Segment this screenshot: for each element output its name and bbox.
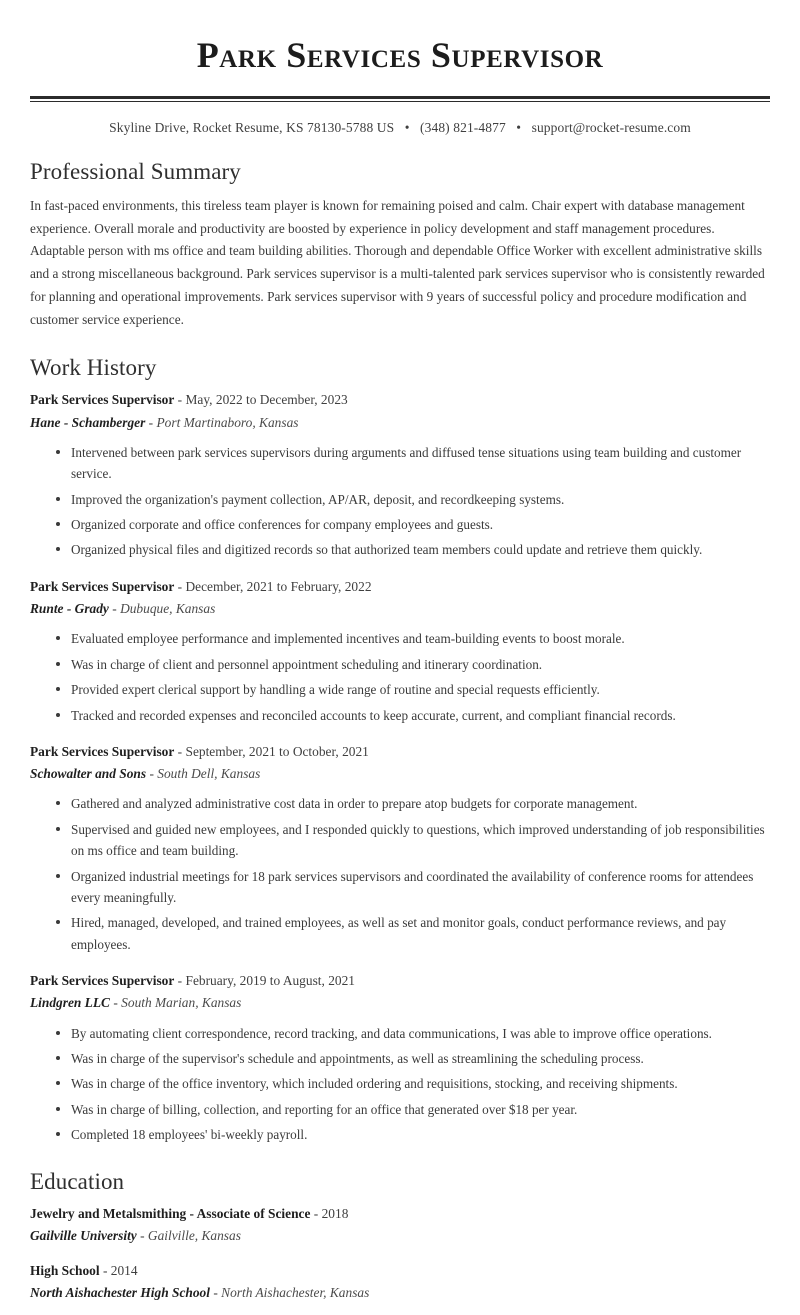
bullet-item: Organized physical files and digitized records so that authorized team members could update and retrieve them quickly. [56,539,770,560]
bullet-item: Was in charge of the supervisor's schedule and appointments, as well as streamlining the scheduling process. [56,1048,770,1069]
work-entry [30,577,770,726]
education-separator: - [140,1228,145,1244]
contact-line [30,120,770,136]
education-separator: - [313,1206,319,1222]
summary-paragraph: In fast-paced environments, this tireless team player is known for remaining poised and calm. Chair expert with database management experience. Overall morale and productivity are boosted by experience in policy development and staff management procedures. Adaptable person with ms office and team building abilities. Thorough and dependable Office Worker with excellent administrative skills and a strong miscellaneous background. Park services supervisor is a multi-talented park services supervisor who is consistently rewarded for planning and operational improvements. Park services supervisor with 9 years of successful policy and procedure modification and customer service experience. [30,197,765,327]
work-entry-company: Schowalter and Sons [30,766,147,782]
contact-email[interactable]: support@rocket-resume.com [531,120,691,136]
section-work-history [30,354,770,1146]
work-entry-location: Port Martinaboro, Kansas [156,414,299,430]
education-separator: - [102,1262,108,1278]
education-entry [30,1204,770,1247]
work-entry-bullets [30,1023,770,1146]
bullet-item: Hired, managed, developed, and trained employees, as well as set and monitor goals, conduct performance reviews, and pay employees. [56,912,770,955]
work-entry-title-line [30,742,770,762]
work-entry-dates: May, 2022 to December, 2023 [185,392,348,408]
work-entry-title-line [30,971,770,991]
work-entry-company: Hane - Schamberger [30,414,146,430]
bullet-item: Completed 18 employees' bi-weekly payroll. [56,1124,770,1145]
work-entry-separator: - [112,600,117,616]
bullet-item: Provided expert clerical support by handling a wide range of routine and special requests efficiently. [56,679,770,700]
education-separator: - [213,1284,218,1300]
work-entry-separator: - [177,743,183,759]
work-entry-separator: - [148,414,154,430]
education-school-line [30,1282,770,1303]
work-entry [30,742,770,955]
education-degree-line [30,1204,770,1224]
work-entry-location: South Marian, Kansas [121,995,242,1011]
education-year: 2014 [110,1262,138,1278]
education-degree: High School [30,1262,100,1278]
work-entry-company-line [30,992,770,1013]
education-degree: Jewelry and Metalsmithing - Associate of Science [30,1206,311,1222]
work-entry-role: Park Services Supervisor [30,743,175,759]
contact-phone[interactable]: (348) 821-4877 [420,120,506,136]
bullet-item: Was in charge of billing, collection, and reporting for an office that generated over $18 per year. [56,1099,770,1120]
work-entry-separator: - [113,995,118,1011]
bullet-item: Organized industrial meetings for 18 park services supervisors and coordinated the availability of conference rooms for attendees every meaningfully. [56,866,770,909]
bullet-item: Was in charge of the office inventory, which included ordering and requisitions, stocking, and receiving shipments. [56,1073,770,1094]
work-entry-separator: - [177,578,183,594]
work-entry-company: Lindgren LLC [30,995,110,1011]
work-entry-company-line [30,763,770,784]
work-entry-company-line [30,412,770,433]
bullet-item: Evaluated employee performance and implemented incentives and team-building events to boost morale. [56,628,770,649]
work-entry-location: Dubuque, Kansas [120,600,216,616]
work-entry-company: Runte - Grady [30,600,109,616]
divider-line-thin [30,101,770,103]
work-entry [30,971,770,1145]
section-heading-education: Education [30,1168,125,1194]
work-entry-location: South Dell, Kansas [157,766,261,782]
bullet-item: Organized corporate and office conferences for company employees and guests. [56,514,770,535]
education-school-line [30,1225,770,1246]
education-degree-line [30,1261,770,1281]
bullet-item: By automating client correspondence, record tracking, and data communications, I was able to improve office operations. [56,1023,770,1044]
education-school: North Aishachester High School [30,1284,210,1300]
education-school: Gailville University [30,1228,137,1244]
section-education [30,1168,770,1304]
work-entry-dates: December, 2021 to February, 2022 [185,578,372,594]
bullet-item: Intervened between park services supervisors during arguments and diffused tense situations using team building and customer service. [56,442,770,485]
section-heading-summary: Professional Summary [30,159,241,185]
education-entry [30,1261,770,1304]
work-entry-dates: September, 2021 to October, 2021 [185,743,369,759]
work-entry-separator: - [149,766,154,782]
education-location: North Aishachester, Kansas [221,1284,370,1300]
work-entry-role: Park Services Supervisor [30,392,175,408]
work-entry-dates: February, 2019 to August, 2021 [185,973,355,989]
contact-separator-1: • [404,120,410,136]
bullet-item: Gathered and analyzed administrative cost data in order to prepare atop budgets for corporate management. [56,793,770,814]
education-year: 2018 [321,1206,349,1222]
bullet-item: Improved the organization's payment collection, AP/AR, deposit, and recordkeeping systems. [56,489,770,510]
bullet-item: Supervised and guided new employees, and I responded quickly to questions, which improved understanding of job responsibilities on ms office and team building. [56,819,770,862]
work-entry-bullets [30,628,770,726]
work-entry-separator: - [177,973,183,989]
work-entry [30,390,770,560]
work-entry-bullets [30,793,770,955]
header-divider [30,96,770,103]
contact-separator-2: • [516,120,522,136]
bullet-item: Tracked and recorded expenses and reconciled accounts to keep accurate, current, and compliant financial records. [56,705,770,726]
work-entry-role: Park Services Supervisor [30,973,175,989]
work-entry-separator: - [177,392,183,408]
work-entry-company-line [30,598,770,619]
bullet-item: Was in charge of client and personnel appointment scheduling and itinerary coordination. [56,654,770,675]
education-location: Gailville, Kansas [147,1228,241,1244]
work-entry-role: Park Services Supervisor [30,578,175,594]
work-entry-title-line [30,390,770,410]
section-heading-work-history: Work History [30,354,157,380]
work-entry-title-line [30,577,770,597]
page-title: Park Services Supervisor [196,35,604,75]
section-professional-summary [30,158,770,332]
work-entry-bullets [30,442,770,561]
contact-address: Skyline Drive, Rocket Resume, KS 78130-5788 US [109,120,395,136]
